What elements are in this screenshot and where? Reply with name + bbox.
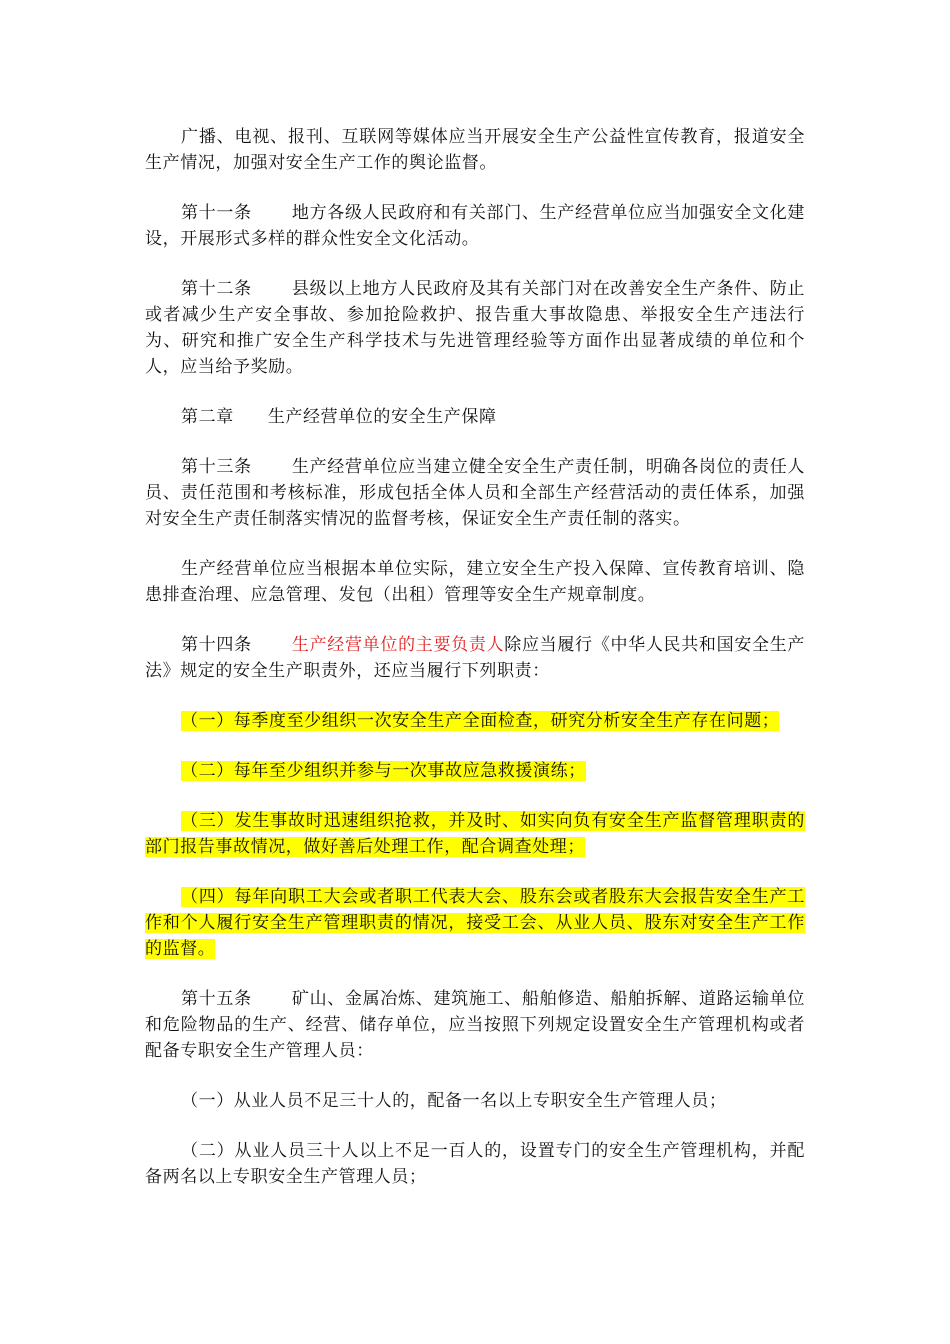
article-15-item-1 — [145, 1088, 805, 1114]
highlighted-item-text: （四）每年向职工大会或者职工代表大会、股东会或者股东大会报告安全生产工作和个人履行安全生产管理职责的情况，接受工会、从业人员、股东对安全生产工作的监督。 — [145, 887, 805, 959]
highlighted-item-text: （一）每季度至少组织一次安全生产全面检查，研究分析安全生产存在问题； — [181, 711, 780, 731]
article-text: 地方各级人民政府和有关部门、生产经营单位应当加强安全文化建设，开展形式多样的群众性安全文化活动。 — [145, 203, 805, 249]
article-label: 第十四条 — [181, 635, 252, 655]
article-15-item-2 — [145, 1138, 805, 1190]
article-12 — [145, 276, 805, 380]
highlighted-item-text: （二）每年至少组织并参与一次事故应急救援演练； — [181, 761, 586, 781]
article-15 — [145, 986, 805, 1064]
article-14 — [145, 632, 805, 684]
item-text: （一）从业人员不足三十人的，配备一名以上专职安全生产管理人员； — [181, 1091, 727, 1111]
document-body — [145, 124, 805, 1214]
article-label: 第十一条 — [181, 203, 252, 223]
highlighted-subject: 生产经营单位的主要负责人 — [291, 635, 505, 655]
article-text: 矿山、金属冶炼、建筑施工、船舶修造、船舶拆解、道路运输单位和危险物品的生产、经营、储存单位，应当按照下列规定设置安全生产管理机构或者配备专职安全生产管理人员： — [145, 989, 805, 1061]
paragraph-text: 生产经营单位应当根据本单位实际，建立安全生产投入保障、宣传教育培训、隐患排查治理、应急管理、发包（出租）管理等安全生产规章制度。 — [145, 559, 805, 605]
article-13-paragraph-2 — [145, 556, 805, 608]
article-text: 除应当履行《中华人民共和国安全生产法》规定的安全生产职责外，还应当履行下列职责： — [145, 635, 806, 681]
highlighted-item-text: （三）发生事故时迅速组织抢救，并及时、如实向负有安全生产监督管理职责的部门报告事故情况，做好善后处理工作，配合调查处理； — [145, 811, 805, 857]
article-11 — [145, 200, 805, 252]
article-14-item-1 — [145, 708, 805, 734]
paragraph-text: 广播、电视、报刊、互联网等媒体应当开展安全生产公益性宣传教育，报道安全生产情况，加强对安全生产工作的舆论监督。 — [145, 127, 805, 173]
chapter-label: 第二章 — [181, 407, 234, 427]
article-14-item-2 — [145, 758, 805, 784]
item-text: （二）从业人员三十人以上不足一百人的，设置专门的安全生产管理机构，并配备两名以上专职安全生产管理人员； — [145, 1141, 805, 1187]
chapter-2-heading — [145, 404, 805, 430]
paragraph-media — [145, 124, 805, 176]
article-14-item-3 — [145, 808, 805, 860]
article-label: 第十三条 — [181, 457, 252, 477]
article-label: 第十二条 — [181, 279, 252, 299]
article-13 — [145, 454, 805, 532]
article-label: 第十五条 — [181, 989, 252, 1009]
chapter-title: 生产经营单位的安全生产保障 — [267, 407, 497, 427]
article-text: 生产经营单位应当建立健全安全生产责任制，明确各岗位的责任人员、责任范围和考核标准，形成包括全体人员和全部生产经营活动的责任体系，加强对安全生产责任制落实情况的监督考核，保证安全生产责任制的落实。 — [145, 457, 805, 529]
article-14-item-4 — [145, 884, 805, 962]
article-text: 县级以上地方人民政府及其有关部门对在改善安全生产条件、防止或者减少生产安全事故、参加抢险救护、报告重大事故隐患、举报安全生产违法行为、研究和推广安全生产科学技术与先进管理经验等方面作出显著成绩的单位和个人，应当给予奖励。 — [145, 279, 805, 377]
